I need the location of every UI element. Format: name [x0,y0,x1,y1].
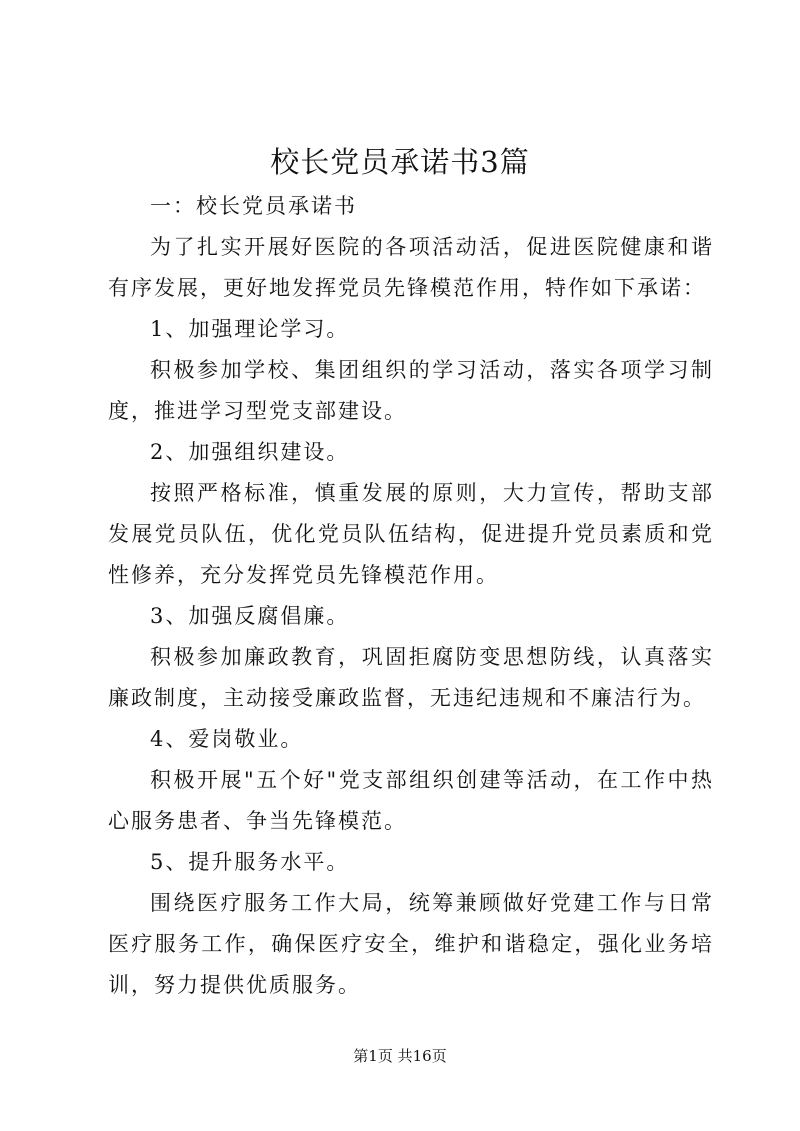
item-paragraph-2: 按照严格标准，慎重发展的原则，大力宣传，帮助支部发展党员队伍，优化党员队伍结构，促进提升党员素质和党性修养，充分发挥党员先锋模范作用。 [108,481,714,587]
document-body [108,186,714,1006]
section-heading: 一：校长党员承诺书 [150,194,357,218]
item-paragraph-1: 积极参加学校、集团组织的学习活动，落实各项学习制度，推进学习型党支部建设。 [108,358,714,423]
item-paragraph-4: 积极开展"五个好"党支部组织创建等活动，在工作中热心服务患者、争当先锋模范。 [108,768,714,833]
item-paragraph-5: 围绕医疗服务工作大局，统筹兼顾做好党建工作与日常医疗服务工作，确保医疗安全，维护和谐稳定，强化业务培训，努力提供优质服务。 [108,891,714,997]
document-title: 校长党员承诺书3篇 [270,145,530,179]
item-heading-5: 5、提升服务水平。 [150,850,350,874]
item-paragraph-3: 积极参加廉政教育，巩固拒腐防变思想防线，认真落实廉政制度，主动接受廉政监督，无违纪违规和不廉洁行为。 [108,645,714,710]
item-heading-2: 2、加强组织建设。 [150,440,350,464]
item-heading-1: 1、加强理论学习。 [150,317,350,341]
item-heading-3: 3、加强反腐倡廉。 [150,604,350,628]
item-heading-4: 4、爱岗敬业。 [150,727,304,751]
intro-paragraph: 为了扎实开展好医院的各项活动活，促进医院健康和谐有序发展，更好地发挥党员先锋模范作用，特作如下承诺： [108,235,714,300]
page-footer: 第1页 共16页 [353,1047,447,1065]
